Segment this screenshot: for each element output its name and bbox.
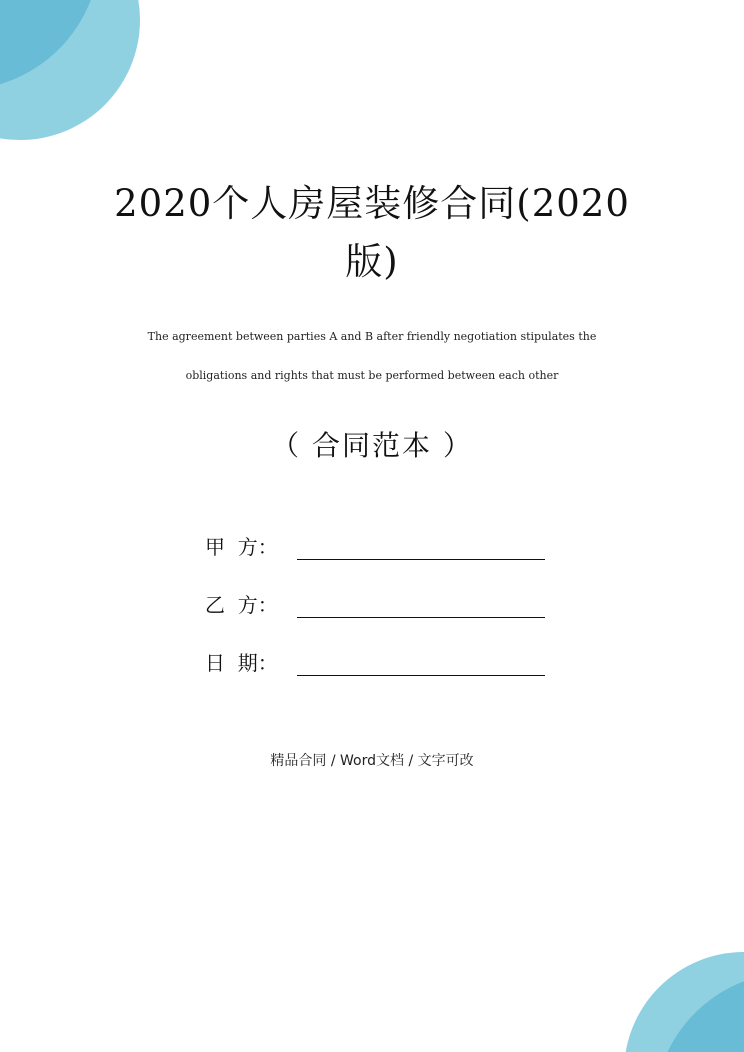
corner-decoration-bottom-right <box>564 852 744 1052</box>
corner-decoration-top-left <box>0 0 180 200</box>
contract-template-label: （ 合同范本 ） <box>271 429 473 462</box>
party-b-blank-line <box>297 593 545 618</box>
party-a-label: 甲 方： <box>205 535 278 559</box>
english-subtitle-line-2: obligations and rights that must be performed between each other <box>185 369 559 382</box>
date-blank-line <box>297 651 545 676</box>
footer-tagline: 精品合同 / Word文档 / 文字可改 <box>270 753 474 769</box>
document-title <box>0 175 744 291</box>
party-b-label: 乙 方： <box>205 593 278 617</box>
english-subtitle-line-1: The agreement between parties A and B after friendly negotiation stipulates the <box>147 330 597 343</box>
party-b-row <box>205 588 545 618</box>
signature-fields <box>205 530 545 704</box>
title-line-1: 2020个人房屋装修合同(2020 <box>114 182 630 225</box>
date-row <box>205 646 545 676</box>
party-a-row <box>205 530 545 560</box>
title-line-2: 版) <box>345 240 399 283</box>
party-a-blank-line <box>297 535 545 560</box>
date-label: 日 期： <box>205 651 278 675</box>
